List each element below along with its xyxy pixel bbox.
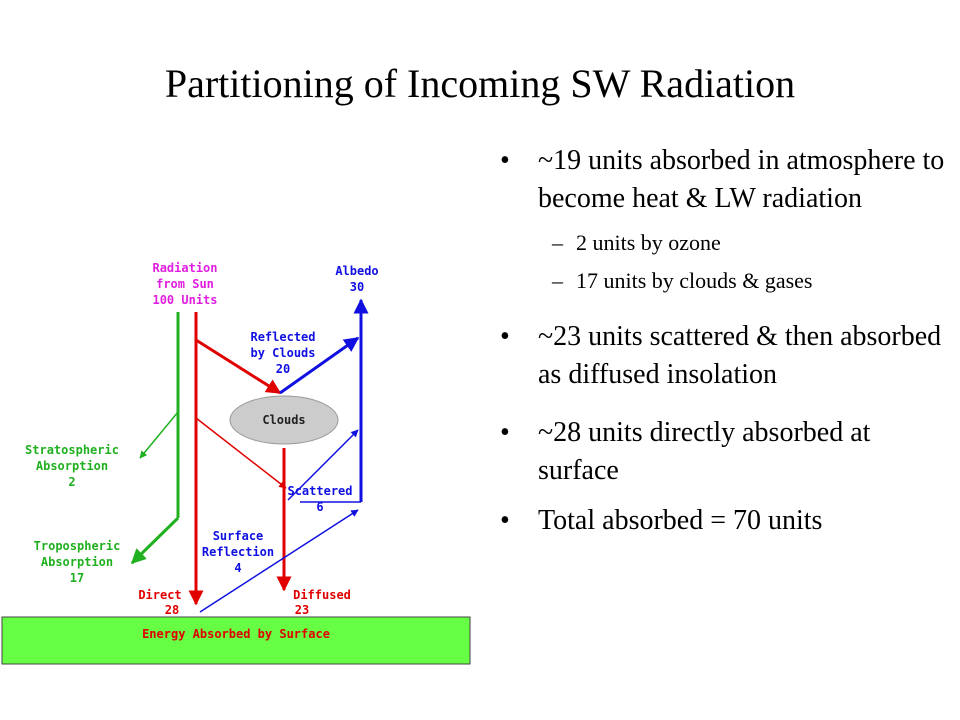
svg-text:Diffused: Diffused [293,588,351,602]
tropospheric-absorption-label [34,539,121,585]
diffused-label [293,588,351,617]
clouds-label: Clouds [262,413,306,427]
svg-text:Reflected: Reflected [250,330,316,344]
bullet-item: • ~23 units scattered & then absorbed as diffused insolation [500,318,950,394]
svg-text:30: 30 [349,280,365,294]
albedo-label [335,264,378,294]
svg-text:2: 2 [68,475,76,489]
bullet-item: • Total absorbed = 70 units [500,502,950,540]
svg-text:Reflection: Reflection [201,545,275,559]
svg-text:6: 6 [316,500,324,514]
svg-text:Albedo: Albedo [335,264,379,278]
svg-text:Absorption: Absorption [40,555,114,569]
svg-text:from Sun: from Sun [156,277,214,291]
bullet-item: • ~28 units directly absorbed at surface [500,414,950,490]
direct-label [138,588,181,617]
green-absorption-path [132,312,178,563]
bullet-list [500,142,950,550]
svg-text:Direct: Direct [138,588,182,602]
sub-bullet-item: – 17 units by clouds & gases [500,266,950,296]
reflected-by-clouds-label [250,330,315,376]
svg-text:Absorption: Absorption [35,459,109,473]
svg-text:20: 20 [275,362,291,376]
svg-text:Surface: Surface [212,529,264,543]
svg-text:17: 17 [69,571,85,585]
svg-text:28: 28 [164,603,180,617]
svg-text:Tropospheric: Tropospheric [33,539,121,553]
svg-text:100 Units: 100 Units [152,293,218,307]
stratospheric-absorption-label [25,443,119,489]
scattered-label [287,484,352,514]
ground-label: Energy Absorbed by Surface [142,627,330,641]
surface-reflection-label [202,529,274,575]
svg-text:4: 4 [234,561,242,575]
svg-text:by Clouds: by Clouds [250,346,316,360]
svg-text:Radiation: Radiation [152,261,218,275]
svg-text:Scattered: Scattered [287,484,353,498]
svg-text:Stratospheric: Stratospheric [25,443,119,457]
slide-title: Partitioning of Incoming SW Radiation [164,61,796,106]
svg-text:23: 23 [294,603,310,617]
sub-bullet-item: – 2 units by ozone [500,228,950,258]
source-label [152,261,217,307]
bullet-item: • ~19 units absorbed in atmosphere to become heat & LW radiation [500,142,950,218]
